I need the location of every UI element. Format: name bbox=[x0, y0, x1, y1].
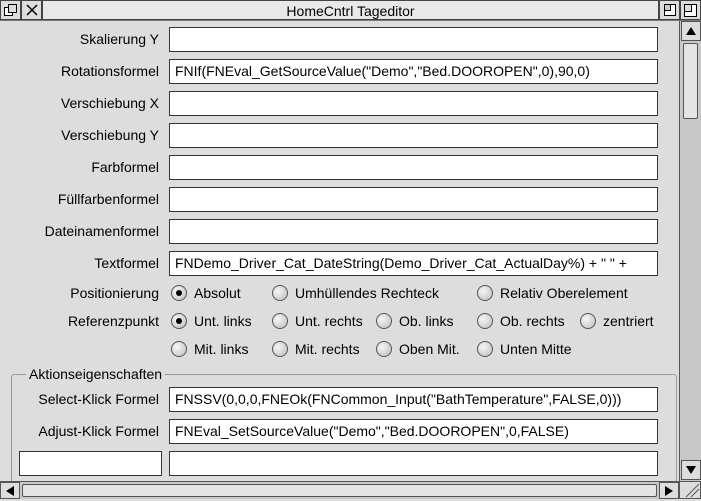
radio-mit-rechts-label: Mit. rechts bbox=[295, 341, 360, 357]
textformel-input[interactable]: FNDemo_Driver_Cat_DateString(Demo_Driver_Cat_ActualDay%) + " " + bbox=[169, 251, 658, 276]
arrow-left-icon bbox=[6, 486, 14, 496]
close-icon bbox=[26, 4, 38, 16]
radio-selected-icon bbox=[171, 313, 187, 329]
horizontal-scroll-thumb[interactable] bbox=[22, 484, 657, 497]
radio-absolut[interactable] bbox=[171, 285, 241, 301]
radio-mit-rechts[interactable] bbox=[272, 341, 360, 357]
label-textformel: Textformel bbox=[94, 255, 159, 271]
iconise-icon bbox=[664, 4, 676, 16]
radio-unselected-icon bbox=[171, 341, 187, 357]
radio-unselected-icon bbox=[477, 313, 493, 329]
rotationsformel-input[interactable]: FNIf(FNEval_GetSourceValue("Demo","Bed.DOOROPEN",0),90,0) bbox=[169, 59, 658, 84]
label-positionierung: Positionierung bbox=[70, 285, 159, 301]
radio-umhuellendes-rechteck-label: Umhüllendes Rechteck bbox=[295, 285, 439, 301]
radio-relativ-oberelement-label: Relativ Oberelement bbox=[500, 285, 628, 301]
toggle-size-icon bbox=[684, 4, 697, 17]
vertical-scroll-thumb[interactable] bbox=[683, 43, 698, 119]
radio-unten-mitte-label: Unten Mitte bbox=[500, 341, 572, 357]
radio-oben-mit[interactable] bbox=[376, 341, 460, 357]
label-adjust-klick-formel: Adjust-Klick Formel bbox=[38, 423, 159, 439]
label-fuellfarbenformel: Füllfarbenformel bbox=[57, 191, 159, 207]
horizontal-scrollbar[interactable] bbox=[0, 481, 679, 499]
radio-unt-rechts-label: Unt. rechts bbox=[295, 313, 363, 329]
radio-ob-links-label: Ob. links bbox=[399, 313, 454, 329]
window-title[interactable]: HomeCntrl Tageditor bbox=[42, 0, 659, 20]
resize-corner[interactable] bbox=[679, 481, 701, 499]
label-verschiebung-y: Verschiebung Y bbox=[61, 127, 159, 143]
radio-zentriert[interactable] bbox=[580, 313, 654, 329]
radio-unselected-icon bbox=[580, 313, 596, 329]
radio-unselected-icon bbox=[272, 341, 288, 357]
radio-ob-rechts-label: Ob. rechts bbox=[500, 313, 565, 329]
aktionseigenschaften-title: Aktionseigenschaften bbox=[26, 365, 165, 383]
radio-zentriert-label: zentriert bbox=[603, 313, 654, 329]
extra-action-formel-input[interactable] bbox=[169, 451, 658, 476]
radio-unten-mitte[interactable] bbox=[477, 341, 572, 357]
radio-unselected-icon bbox=[272, 313, 288, 329]
arrow-down-icon bbox=[686, 466, 696, 474]
radio-unt-links-label: Unt. links bbox=[194, 313, 252, 329]
label-dateinamenformel: Dateinamenformel bbox=[44, 223, 159, 239]
back-button[interactable] bbox=[0, 0, 21, 20]
iconise-button[interactable] bbox=[659, 0, 680, 20]
form-area bbox=[0, 21, 679, 481]
radio-ob-rechts[interactable] bbox=[477, 313, 565, 329]
radio-mit-links-label: Mit. links bbox=[194, 341, 249, 357]
label-rotationsformel: Rotationsformel bbox=[60, 63, 159, 79]
radio-relativ-oberelement[interactable] bbox=[477, 285, 628, 301]
arrow-up-icon bbox=[686, 27, 696, 35]
back-icon bbox=[4, 4, 17, 17]
radio-unselected-icon bbox=[477, 285, 493, 301]
extra-action-name-input[interactable] bbox=[19, 451, 162, 476]
dateinamenformel-input[interactable] bbox=[169, 219, 658, 244]
label-skalierung-y: Skalierung Y bbox=[79, 31, 159, 47]
fuellfarbenformel-input[interactable] bbox=[169, 187, 658, 212]
radio-unselected-icon bbox=[376, 313, 392, 329]
adjust-klick-formel-input[interactable]: FNEval_SetSourceValue("Demo","Bed.DOOROPEN",0,FALSE) bbox=[169, 419, 658, 444]
select-klick-formel-input[interactable]: FNSSV(0,0,0,FNEOk(FNCommon_Input("BathTemperature",FALSE,0))) bbox=[169, 387, 658, 412]
radio-unt-rechts[interactable] bbox=[272, 313, 363, 329]
farbformel-input[interactable] bbox=[169, 155, 658, 180]
toggle-size-button[interactable] bbox=[680, 0, 701, 20]
radio-umhuellendes-rechteck[interactable] bbox=[272, 285, 439, 301]
arrow-right-icon bbox=[665, 486, 673, 496]
skalierung-y-input[interactable] bbox=[169, 27, 658, 52]
vertical-scrollbar[interactable] bbox=[679, 21, 701, 481]
radio-unt-links[interactable] bbox=[171, 313, 252, 329]
close-button[interactable] bbox=[21, 0, 42, 20]
scroll-right-button[interactable] bbox=[659, 482, 679, 499]
radio-unselected-icon bbox=[376, 341, 392, 357]
scroll-left-button[interactable] bbox=[0, 482, 20, 499]
radio-unselected-icon bbox=[272, 285, 288, 301]
label-verschiebung-x: Verschiebung X bbox=[60, 95, 159, 111]
radio-selected-icon bbox=[171, 285, 187, 301]
scroll-up-button[interactable] bbox=[681, 21, 701, 41]
radio-mit-links[interactable] bbox=[171, 341, 248, 357]
label-farbformel: Farbformel bbox=[91, 159, 159, 175]
label-referenzpunkt: Referenzpunkt bbox=[67, 313, 159, 329]
radio-absolut-label: Absolut bbox=[194, 285, 241, 301]
title-bar bbox=[0, 0, 701, 21]
scroll-down-button[interactable] bbox=[681, 460, 701, 480]
verschiebung-x-input[interactable] bbox=[169, 91, 658, 116]
verschiebung-y-input[interactable] bbox=[169, 123, 658, 148]
radio-ob-links[interactable] bbox=[376, 313, 453, 329]
resize-icon bbox=[680, 482, 700, 498]
radio-unselected-icon bbox=[477, 341, 493, 357]
radio-oben-mit-label: Oben Mit. bbox=[399, 341, 460, 357]
label-select-klick-formel: Select-Klick Formel bbox=[38, 391, 159, 407]
